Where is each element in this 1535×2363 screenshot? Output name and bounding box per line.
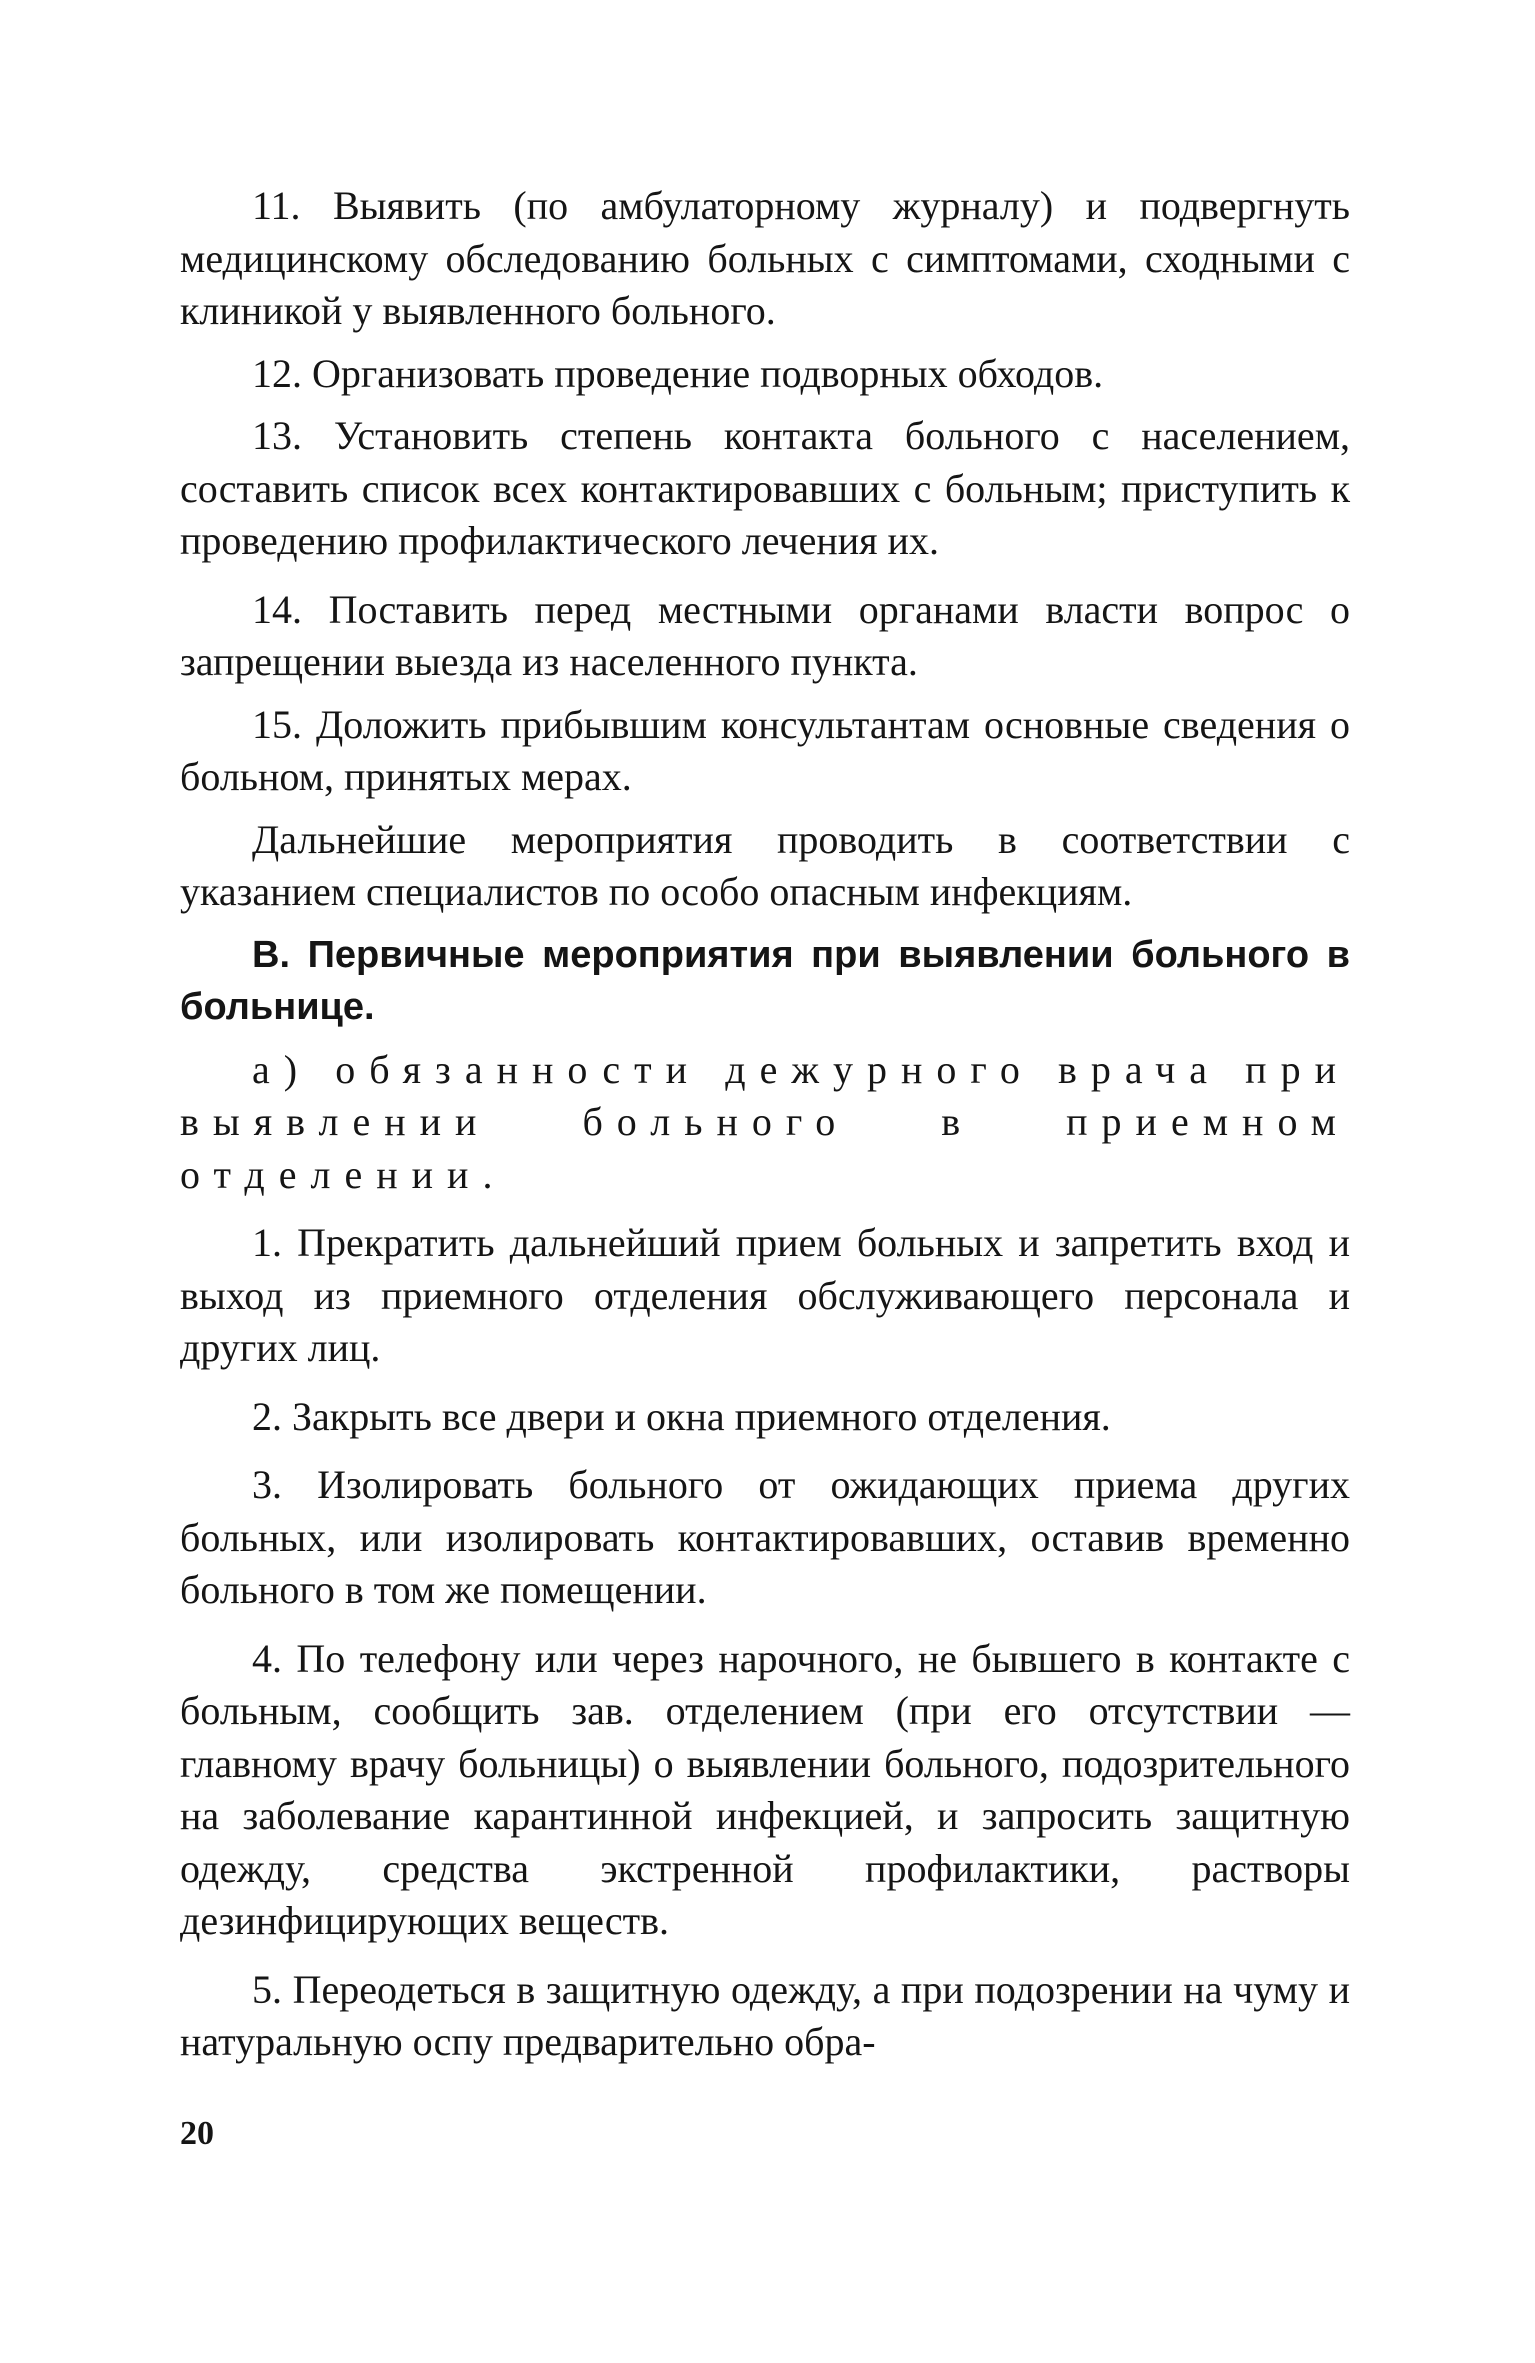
paragraph-13: 13. Установить степень контакта больного с населением, составить список всех контактировавших с больным; приступить к проведению профилактического лечения их. <box>180 413 1350 563</box>
paragraph-11: 11. Выявить (по амбулаторному журналу) и подвергнуть медицинскому обследованию больных с симптомами, сходными с клиникой у выявленного больного. <box>180 183 1350 333</box>
list-item-1: 1. Прекратить дальнейший прием больных и запретить вход и выход из приемного отделения обслуживающего персонала и других лиц. <box>180 1220 1350 1370</box>
paragraph-further-measures: Дальнейшие мероприятия проводить в соответствии с указанием специалистов по особо опасным инфекциям. <box>180 816 1350 914</box>
page-number: 20 <box>180 2115 214 2152</box>
paragraph-12: 12. Организовать проведение подворных обходов. <box>252 350 1104 396</box>
list-item-5: 5. Переодеться в защитную одежду, а при подозрении на чуму и натуральную оспу предварительно обра- <box>180 1966 1350 2064</box>
list-item-2: 2. Закрыть все двери и окна приемного отделения. <box>252 1393 1111 1439</box>
section-heading: В. Первичные мероприятия при выявлении больного в больнице. <box>180 933 1350 1028</box>
subsection-title: а) обязанности дежурного врача при выявлении больного в приемном отделении. <box>180 1046 1350 1197</box>
paragraph-15: 15. Доложить прибывшим консультантам основные сведения о больном, принятых мерах. <box>180 701 1350 799</box>
page-body <box>180 180 1350 2069</box>
list-item-3: 3. Изолировать больного от ожидающих приема других больных, или изолировать контактировавших, оставив временно больного в том же помещении. <box>180 1462 1350 1612</box>
paragraph-14: 14. Поставить перед местными органами власти вопрос о запрещении выезда из населенного пункта. <box>180 586 1350 684</box>
list-item-4: 4. По телефону или через нарочного, не бывшего в контакте с больным, сообщить зав. отделением (при его отсутствии — главному врачу больницы) о выявлении больного, подозрительного на заболевание карантинной инфекцией, и запросить защитную одежду, средства экстренной профилактики, растворы дезинфицирующих веществ. <box>180 1635 1350 1943</box>
